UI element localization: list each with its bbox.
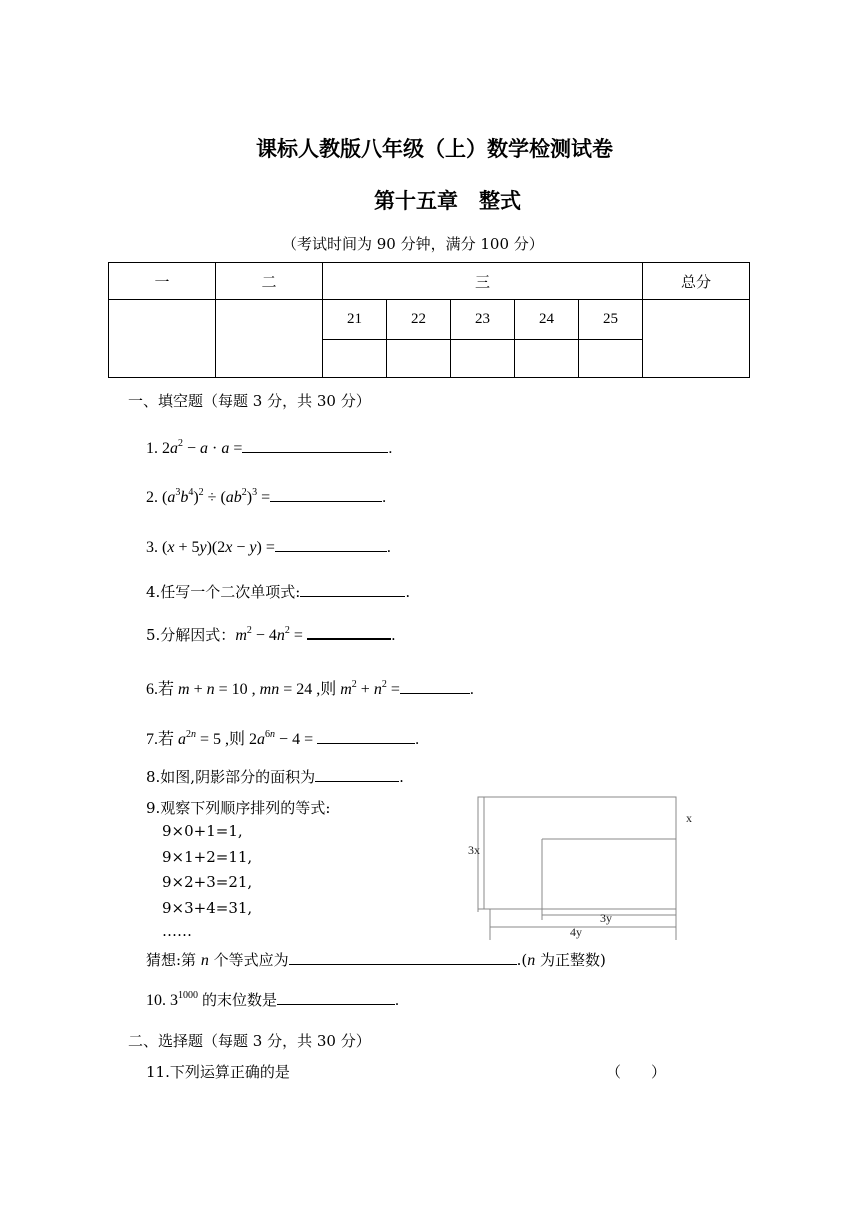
section2-heading: 二、选择题（每题 3 分，共 30 分）	[128, 1032, 371, 1050]
question-9-line: ……	[162, 922, 192, 940]
score-header-section2: 二	[216, 263, 323, 300]
exam-time-note: （考试时间为 90 分钟，满分 100 分）	[282, 235, 544, 253]
question-10-text: 的末位数是	[202, 993, 278, 1009]
question-2: 2. $(a^3b^4)^2 \div (ab^2)^3$ = .	[146, 487, 387, 506]
question-9-line: 9×3+4=31,	[162, 899, 253, 917]
question-1: 1. $2a^2 - a \cdot a$ = .	[146, 438, 393, 457]
question-9-line: 9×2+3=21,	[162, 873, 253, 891]
section1-heading: 一、填空题（每题 3 分，共 30 分）	[128, 392, 371, 410]
label-3y: 3y	[600, 911, 612, 925]
score-cell-23[interactable]	[451, 340, 515, 378]
score-header-section3: 三	[323, 263, 643, 300]
question-4-text: 4.任写一个二次单项式:	[146, 583, 301, 601]
question-8-text: 8.如图,阴影部分的面积为	[146, 768, 316, 786]
answer-blank-2[interactable]	[270, 487, 382, 502]
score-cell-total[interactable]	[643, 300, 750, 378]
question-number-24: 24	[515, 300, 579, 340]
answer-blank-4[interactable]	[300, 582, 405, 597]
question-5: 5.分解因式：$m^2 - 4n^2$ = .	[146, 625, 396, 644]
question-9-line: 9×0+1=1,	[162, 822, 243, 840]
score-cell-22[interactable]	[387, 340, 451, 378]
question-9-guess: 猜想:第 n 个等式应为 .(n 为正整数)	[146, 951, 606, 969]
answer-blank-9[interactable]	[289, 950, 517, 965]
question-11: 11.下列运算正确的是	[146, 1063, 290, 1081]
question-9-guess-mid: 个等式应为	[213, 951, 289, 969]
score-table	[108, 262, 750, 378]
answer-blank-5[interactable]	[307, 624, 391, 640]
label-3x: 3x	[468, 843, 480, 857]
chapter-title: 第十五章 整式	[374, 189, 521, 213]
area-figure	[462, 790, 702, 950]
question-10: 10. $3^{1000}$ 的末位数是 .	[146, 990, 400, 1009]
question-number-23: 23	[451, 300, 515, 340]
question-7: 7.若 $a^{2n} = 5$ ,则 $2a^{6n} - 4$ = .	[146, 729, 420, 748]
exam-title: 课标人教版八年级（上）数学检测试卷	[256, 137, 613, 161]
label-x: x	[686, 811, 692, 825]
question-5-text: 5.分解因式：	[146, 626, 236, 644]
question-8: 8.如图,阴影部分的面积为 .	[146, 768, 404, 786]
question-4: 4.任写一个二次单项式: .	[146, 583, 411, 601]
question-3: 3. (x + 5y)(2x − y) = .	[146, 539, 391, 556]
score-header-total: 总分	[643, 263, 750, 300]
question-9-guess-suffix: 为正整数)	[540, 951, 606, 969]
question-number-21: 21	[323, 300, 387, 340]
score-cell-21[interactable]	[323, 340, 387, 378]
answer-blank-6[interactable]	[400, 679, 470, 694]
score-cell-section1[interactable]	[109, 300, 216, 378]
question-9-intro: 9.观察下列顺序排列的等式:	[146, 799, 331, 817]
answer-blank-3[interactable]	[275, 537, 387, 552]
answer-blank-10[interactable]	[277, 990, 395, 1005]
answer-blank-7[interactable]	[317, 729, 415, 744]
score-cell-24[interactable]	[515, 340, 579, 378]
answer-blank-1[interactable]	[242, 438, 388, 453]
score-header-section1: 一	[109, 263, 216, 300]
answer-blank-8[interactable]	[315, 767, 399, 782]
label-4y: 4y	[570, 925, 582, 939]
score-cell-25[interactable]	[579, 340, 643, 378]
question-6: 6.若 m + n = 10 , mn = 24 ,则 $m^2 + n^2$ = .	[146, 679, 474, 698]
question-number-22: 22	[387, 300, 451, 340]
question-9-guess-prefix: 猜想:第	[146, 951, 197, 969]
score-cell-section2[interactable]	[216, 300, 323, 378]
outer-rectangle	[478, 797, 676, 909]
question-number-25: 25	[579, 300, 643, 340]
question-9-line: 9×1+2=11,	[162, 848, 253, 866]
question-11-answer-paren[interactable]: （ ）	[606, 1063, 667, 1081]
